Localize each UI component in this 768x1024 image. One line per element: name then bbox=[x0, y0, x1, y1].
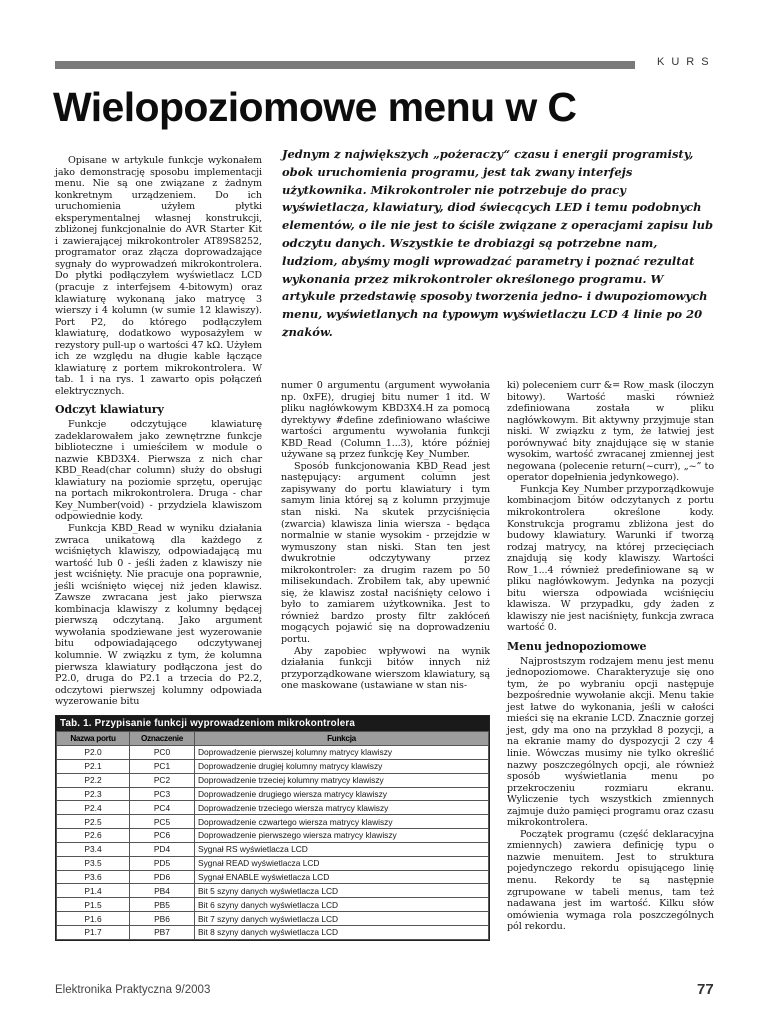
header-rule bbox=[55, 61, 635, 69]
pin-assignment-table bbox=[55, 715, 490, 941]
column-3 bbox=[507, 380, 714, 933]
port-name-cell: P1.6 bbox=[57, 912, 130, 926]
column-1 bbox=[55, 155, 262, 708]
port-name-cell: P2.3 bbox=[57, 787, 130, 801]
port-name-cell: P3.5 bbox=[57, 856, 130, 870]
function-cell: Bit 6 szyny danych wyświetlacza LCD bbox=[195, 898, 489, 912]
table-row bbox=[57, 801, 489, 815]
column-2 bbox=[281, 380, 490, 692]
designation-cell: PB5 bbox=[130, 898, 195, 912]
paragraph: Aby zapobiec wpływowi na wynik działania funkcji bitów innych niż przyporządkowane wierszom klawiatury, są one maskowane (ustawiane w stan nis- bbox=[281, 645, 490, 692]
designation-cell: PC2 bbox=[130, 773, 195, 787]
table-row bbox=[57, 925, 489, 939]
table-row bbox=[57, 815, 489, 829]
port-name-cell: P1.4 bbox=[57, 884, 130, 898]
designation-cell: PC6 bbox=[130, 829, 195, 843]
port-name-cell: P2.0 bbox=[57, 746, 130, 760]
designation-cell: PD4 bbox=[130, 842, 195, 856]
function-cell: Doprowadzenie trzeciej kolumny matrycy klawiszy bbox=[195, 773, 489, 787]
port-name-cell: P2.6 bbox=[57, 829, 130, 843]
port-name-cell: P2.5 bbox=[57, 815, 130, 829]
article-lead: Jednym z największych „pożeraczy“ czasu i energii programisty, obok uruchomienia programu, jest tak zwany interfejs użytkownika. Mikrokontroler nie potrzebuje do pracy wyświetlacza, klawiatury, diod świecących LED i temu podobnych elementów, o ile nie jest to ściśle związane z operacjami zapisu lub odczytu danych. Wszystkie te drobiazgi są potrzebne nam, ludziom, abyśmy mogli wprowadzać parametry i poznać rezultat wykonania przez mikrokontroler określonego programu. W artykule przedstawię sposoby tworzenia jedno- i dwupoziomowych menu, wyświetlanych na typowym wyświetlaczu LCD 4 linie po 20 znaków. bbox=[282, 147, 713, 339]
designation-cell: PD5 bbox=[130, 856, 195, 870]
column-header: Funkcja bbox=[195, 732, 489, 746]
port-name-cell: P3.6 bbox=[57, 870, 130, 884]
function-cell: Sygnał RS wyświetlacza LCD bbox=[195, 842, 489, 856]
function-cell: Sygnał ENABLE wyświetlacza LCD bbox=[195, 870, 489, 884]
table-body bbox=[57, 746, 489, 940]
function-cell: Doprowadzenie drugiego wiersza matrycy klawiszy bbox=[195, 787, 489, 801]
table-row bbox=[57, 773, 489, 787]
paragraph: Początek programu (część deklaracyjna zmiennych) zawiera definicję typu o nazwie menuitem. Jest to struktura pojedynczego rekordu opisującego linię menu. Rekordy te są następnie zgrupowane w tabeli menus, tam też nadawana jest im wartość. Kilku słów omówienia wymaga rola poszczególnych pól rekordu. bbox=[507, 828, 714, 933]
designation-cell: PD6 bbox=[130, 870, 195, 884]
column-header: Nazwa portu bbox=[57, 732, 130, 746]
paragraph: Sposób funkcjonowania KBD_Read jest następujący: argument column jest zapisywany do portu klawiatury i tym samym linia której są z kolumn przyjmuje stan niski. Na skutek przyciśnięcia (zwarcia) klawisza linia wiersza - będąca normalnie w stanie wysokim - przejdzie w wymuszony stan niski. Stan ten jest dwukrotnie odczytywany przez mikrokontroler: za drugim razem po 50 milisekundach. Zrobiłem tak, aby upewnić się, że klawisz został naciśnięty celowo i było to zamiarem użytkownika. Jest to również bardzo prosty filtr zakłóceń mogących pojawić się na doprowadzeniu portu. bbox=[281, 460, 490, 646]
table-row bbox=[57, 884, 489, 898]
port-name-cell: P2.2 bbox=[57, 773, 130, 787]
article-title: Wielopoziomowe menu w C bbox=[53, 84, 577, 130]
function-cell: Bit 7 szyny danych wyświetlacza LCD bbox=[195, 912, 489, 926]
paragraph: Najprostszym rodzajem menu jest menu jednopoziomowe. Charakteryzuje się ono tym, że po wybraniu opcji następuje bezpośrednie wywołanie akcji. Menu takie jest łatwe do wykonania, jeśli w całości mieści się na ekranie LCD. Znacznie gorzej jest, gdy ma ono na przykład 8 pozycji, a na ekranie mamy do dyspozycji 2 czy 4 linie. Wówczas musimy nie tylko określić nazwy poszczególnych opcji, ale również sposób wyświetlania menu po przekroczeniu rozmiaru ekranu. Wyliczenie tych wszystkich zmiennych zajmuje dużo pamięci programu oraz czasu mikrokontrolera. bbox=[507, 655, 714, 829]
function-cell: Bit 8 szyny danych wyświetlacza LCD bbox=[195, 925, 489, 939]
column-header: Oznaczenie bbox=[130, 732, 195, 746]
function-cell: Doprowadzenie drugiej kolumny matrycy klawiszy bbox=[195, 759, 489, 773]
table-row bbox=[57, 870, 489, 884]
function-cell: Bit 5 szyny danych wyświetlacza LCD bbox=[195, 884, 489, 898]
table-row bbox=[57, 746, 489, 760]
table-row bbox=[57, 759, 489, 773]
section-heading-keyboard: Odczyt klawiatury bbox=[55, 403, 164, 417]
designation-cell: PB7 bbox=[130, 925, 195, 939]
port-name-cell: P2.4 bbox=[57, 801, 130, 815]
table-row bbox=[57, 787, 489, 801]
table-row bbox=[57, 898, 489, 912]
designation-cell: PC5 bbox=[130, 815, 195, 829]
function-cell: Sygnał READ wyświetlacza LCD bbox=[195, 856, 489, 870]
port-name-cell: P2.1 bbox=[57, 759, 130, 773]
paragraph: ki) poleceniem curr &= Row_mask (iloczyn bitowy). Wartość maski również zdefiniowana została w pliku nagłówkowym. Bit aktywny przyjmuje stan niski. W związku z tym, że łatwiej jest porównywać bity znajdujące się w stanie wysokim, wartość zwracanej zmiennej jest negowana (polecenie return(~curr), „~” to operator dopełnienia jedynkowego). bbox=[507, 380, 714, 484]
designation-cell: PC4 bbox=[130, 801, 195, 815]
designation-cell: PB4 bbox=[130, 884, 195, 898]
intro-paragraph: Opisane w artykule funkcje wykonałem jako demonstrację sposobu implementacji menu. Nie są one związane z żadnym konkretnym urządzeniem. Do ich uruchomienia użyłem płytki eksperymentalnej własnej konstrukcji, zbliżonej funkcjonalnie do AVR Starter Kit i zawierającej mikrokontroler AT89S8252, programator oraz złącza doprowadzające sygnały do wyprowadzeń mikrokontrolera. Do płytki podłączyłem wyświetlacz LCD (pracuje z interfejsem 4-bitowym) oraz klawiaturę wykonaną jako matrycę 3 wierszy i 4 kolumn (w sumie 12 klawiszy). Port P2, do którego podłączyłem klawiaturę, dodatkowo wyposażyłem w rezystory pull-up o wartości 47 kΩ. Użyłem ich ze względu na długie kable łączące klawiaturę z portem mikrokontrolera. W tab. 1 i na rys. 1 zawarto opis połączeń elektrycznych. bbox=[55, 155, 262, 397]
designation-cell: PC3 bbox=[130, 787, 195, 801]
magazine-footer: Elektronika Praktyczna 9/2003 bbox=[55, 984, 211, 996]
designation-cell: PC0 bbox=[130, 746, 195, 760]
designation-cell: PB6 bbox=[130, 912, 195, 926]
table-row bbox=[57, 856, 489, 870]
paragraph: Funkcja KBD_Read w wyniku działania zwraca unikatową dla każdego z wciśniętych klawiszy, odpowiadającą mu wartość lub 0 - jeśli żaden z klawiszy nie jest wciśnięty. Nie pracuje ona poprawnie, jeśli wciśnięto więcej niż jeden klawisz. Zawsze zwracana jest jako pierwsza kombinacja klawiszy z kolumny będącej pierwszą odczytaną. Jako argument wywołania spodziewane jest wyzerowanie bitu odpowiadającego odczytywanej kolumnie. W związku z tym, że kolumna pierwsza klawiatury podłączona jest do P2.0, druga do P2.1 a trzecia do P2.2, odczytowi pierwszej kolumny odpowiada wyzerowanie bitu bbox=[55, 522, 262, 708]
port-name-cell: P3.4 bbox=[57, 842, 130, 856]
table-row bbox=[57, 829, 489, 843]
table-header-row bbox=[57, 732, 489, 746]
port-name-cell: P1.5 bbox=[57, 898, 130, 912]
function-cell: Doprowadzenie pierwszej kolumny matrycy klawiszy bbox=[195, 746, 489, 760]
section-heading-menu: Menu jednopoziomowe bbox=[507, 640, 647, 654]
paragraph: numer 0 argumentu (argument wywołania np. 0xFE), drugiej bitu numer 1 itd. W pliku nagłówkowym KBD3X4.H za pomocą dyrektywy #define zdefiniowano właściwe wartości argumentu wywołania funkcji KBD_Read (Column_1...3), które później używane są przez funkcję Key_Number. bbox=[281, 380, 490, 461]
function-cell: Doprowadzenie trzeciego wiersza matrycy klawiszy bbox=[195, 801, 489, 815]
paragraph: Funkcje odczytujące klawiaturę zadeklarowałem jako zewnętrzne funkcje biblioteczne i umieściłem w module o nazwie KBD3X4. Pierwsza z nich char KBD_Read(char column) służy do obsługi klawiatury na poziomie sprzętu, operując na portach mikrokontrolera. Druga - char Key_Number(void) - przydziela klawiszom odpowiednie kody. bbox=[55, 419, 262, 523]
page-number: 77 bbox=[697, 981, 714, 998]
function-cell: Doprowadzenie pierwszego wiersza matrycy klawiszy bbox=[195, 829, 489, 843]
designation-cell: PC1 bbox=[130, 759, 195, 773]
section-label: KURS bbox=[657, 56, 716, 68]
table-row bbox=[57, 912, 489, 926]
function-cell: Doprowadzenie czwartego wiersza matrycy klawiszy bbox=[195, 815, 489, 829]
port-name-cell: P1.7 bbox=[57, 925, 130, 939]
table-caption: Tab. 1. Przypisanie funkcji wyprowadzeniom mikrokontrolera bbox=[56, 716, 489, 731]
paragraph: Funkcja Key_Number przyporządkowuje kombinacjom bitów odczytanych z portu mikrokontrolera określone kody. Konstrukcja programu zbliżona jest do budowy klawiatury. Warunki if tworzą rodzaj matrycy, na której przecięciach znajdują się kody klawiszy. Wartości Row_1...4 również predefiniowane są w pliku nagłówkowym. Jedynka na pozycji bitu wiersza odpowiada wciśnięciu klawisza. W przypadku, gdy żaden z klawiszy nie jest naciśnięty, funkcja zwraca wartość 0. bbox=[507, 483, 714, 634]
table-row bbox=[57, 842, 489, 856]
